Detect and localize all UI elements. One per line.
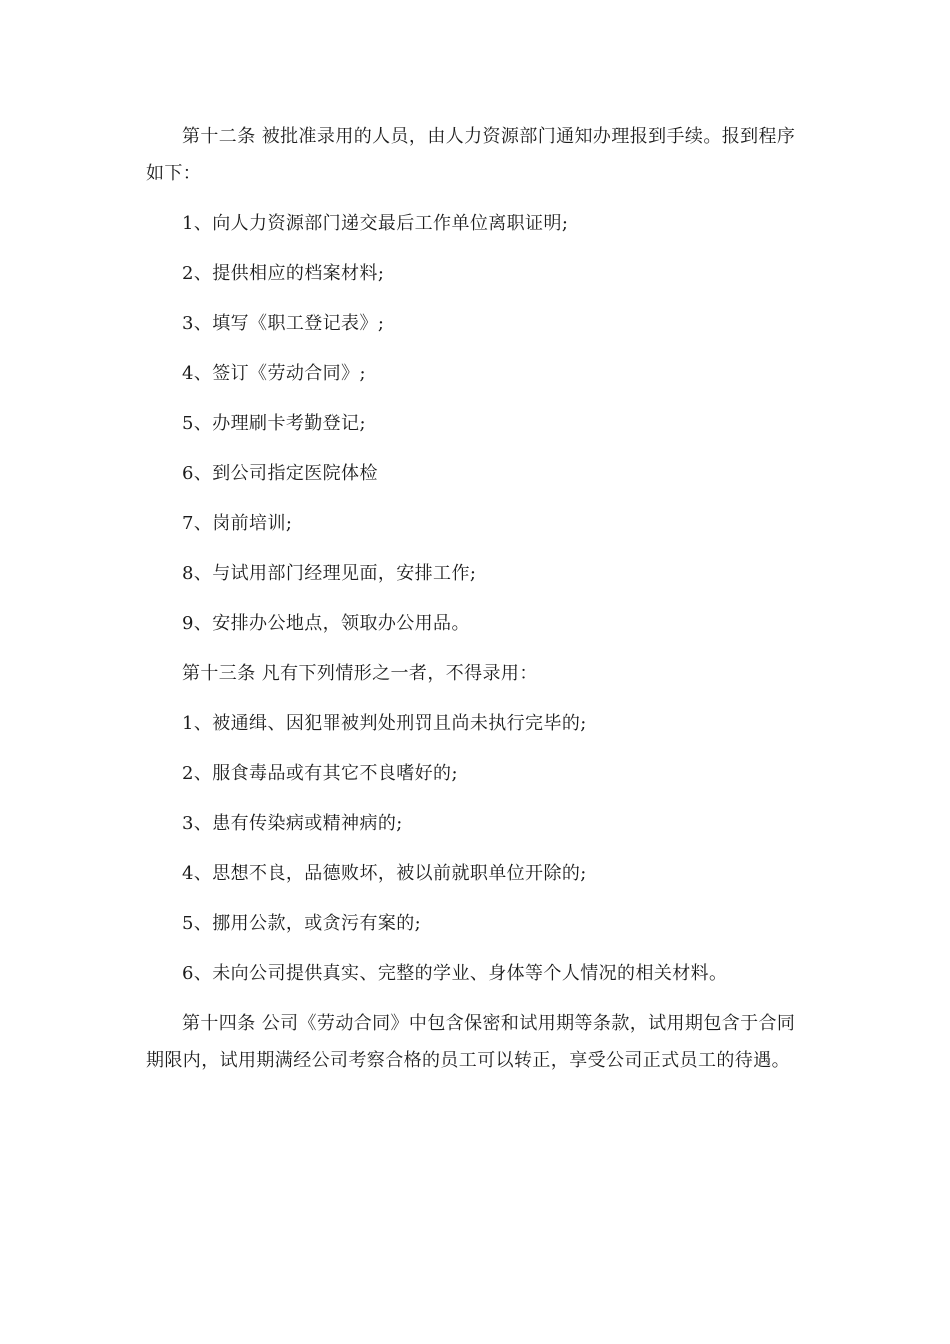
document-body (146, 118, 810, 1092)
list-item: 5、挪用公款，或贪污有案的; (182, 913, 422, 934)
list-item: 3、填写《职工登记表》; (182, 313, 385, 334)
article-13-paragraph: 第十三条 凡有下列情形之一者，不得录用： (182, 663, 538, 684)
list-item: 1、向人力资源部门递交最后工作单位离职证明; (182, 213, 569, 234)
article-14-paragraph: 第十四条 公司《劳动合同》中包含保密和试用期等条款，试用期包含于合同期限内，试用期满经公司考察合格的员工可以转正，享受公司正式员工的待遇。 (146, 1013, 796, 1071)
list-item: 2、提供相应的档案材料; (182, 263, 385, 284)
list-item: 9、安排办公地点，领取办公用品。 (182, 613, 470, 634)
list-item: 4、思想不良，品德败坏，被以前就职单位开除的; (182, 863, 587, 884)
list-item: 2、服食毒品或有其它不良嗜好的; (182, 763, 458, 784)
list-item: 1、被通缉、因犯罪被判处刑罚且尚未执行完毕的; (182, 713, 587, 734)
list-item: 6、未向公司提供真实、完整的学业、身体等个人情况的相关材料。 (182, 963, 728, 984)
list-item: 7、岗前培训; (182, 513, 293, 534)
list-item: 4、签订《劳动合同》; (182, 363, 366, 384)
list-item: 3、患有传染病或精神病的; (182, 813, 403, 834)
list-item: 6、到公司指定医院体检 (182, 463, 378, 484)
article-12-paragraph: 第十二条 被批准录用的人员，由人力资源部门通知办理报到手续。报到程序如下： (146, 126, 796, 184)
list-item: 8、与试用部门经理见面，安排工作; (182, 563, 477, 584)
list-item: 5、办理刷卡考勤登记; (182, 413, 366, 434)
